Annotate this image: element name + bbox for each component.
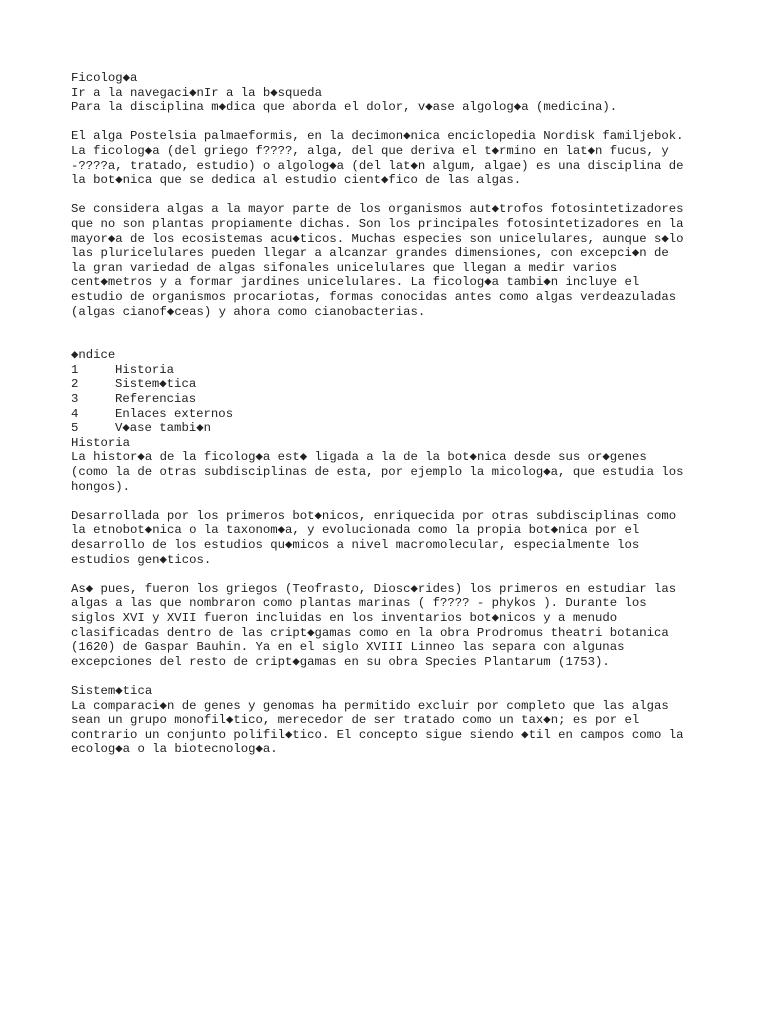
toc-item-label[interactable]: Historia [115,362,175,377]
text-line: desarrollo de los estudios qu◆micos a nivel macromolecular, especialmente los [71,538,640,552]
text-line: estudios gen◆ticos. [71,552,212,567]
toc-item-number: 1 [71,362,79,377]
text-line: (como la de otras subdisciplinas de esta, por ejemplo la micolog◆a, que estudia los [71,465,684,480]
spacer [71,188,711,203]
section-sistematica [71,684,711,757]
disambiguation-note: Para la disciplina m◆dica que aborda el dolor, v◆ase algolog◆a (medicina). [71,100,618,115]
toc-item-label[interactable]: Sistem◆tica [115,377,197,392]
toc-item-vease-tambien[interactable] [71,421,711,436]
toc-item-number: 5 [71,421,79,436]
text-line: (algas cianof◆ceas) y ahora como cianobacterias. [71,304,426,319]
text-line: As◆ pues, fueron los griegos (Teofrasto, Diosc◆rides) los primeros en estudiar las [71,581,677,596]
text-line: (1620) de Gaspar Bauhin. Ya en el siglo XVIII Linneo las separa con algunas [71,640,625,655]
text-line: ecolog◆a o la biotecnolog◆a. [71,742,278,757]
toc-item-historia[interactable] [71,363,711,378]
text-line: cent◆metros y a formar jardines unicelulares. La ficolog◆a tambi◆n incluye el [71,275,640,290]
toc-item-label[interactable]: V◆ase tambi◆n [115,421,211,436]
text-line: algas a las que nombraron como plantas marinas ( f???? - phykos ). Durante los [71,596,647,611]
text-line: Desarrollada por los primeros bot◆nicos, enriquecida por otras subdisciplinas como [71,508,677,523]
text-line: La histor◆a de la ficolog◆a est◆ ligada a la de la bot◆nica desde sus or◆genes [71,450,647,465]
text-line: siglos XVI y XVII fueron incluidas en los inventarios bot◆nicos y a menudo [71,610,618,625]
toc-item-label[interactable]: Enlaces externos [115,406,234,421]
intro-paragraph [71,129,711,187]
text-line: la bot◆nica que se dedica al estudio cient◆fico de las algas. [71,173,522,188]
text-line: La ficolog◆a (del griego f????, alga, del que deriva el t◆rmino en lat◆n fucus, y [71,143,669,158]
text-line: la gran variedad de algas sifonales unicelulares que llegan a medir varios [71,260,618,275]
page-header [71,71,711,115]
toc-item-enlaces-externos[interactable] [71,407,711,422]
text-line: Se considera algas a la mayor parte de los organismos aut◆trofos fotosintetizadores [71,202,684,217]
toc-item-referencias[interactable] [71,392,711,407]
text-line: contrario un conjunto polifil◆tico. El concepto sigue siendo ◆til en campos como la [71,727,684,742]
spacer [71,669,711,684]
spacer [71,567,711,582]
toc-item-sistematica[interactable] [71,377,711,392]
image-caption: El alga Postelsia palmaeformis, en la decimon◆nica enciclopedia Nordisk familjebok. [71,129,684,144]
text-line: que no son plantas propiamente dichas. Son los principales fotosintetizadores en la [71,216,684,231]
text-line: clasificadas dentro de las cript◆gamas como en la obra Prodromus theatri botanica [71,625,669,640]
text-line: hongos). [71,479,131,494]
spacer [71,319,711,334]
toc-item-number: 2 [71,377,79,392]
section-historia [71,436,711,670]
spacer [71,334,711,349]
spacer [71,115,711,130]
toc-item-number: 4 [71,406,79,421]
text-line: excepciones del resto de cript◆gamas en su obra Species Plantarum (1753). [71,654,610,669]
text-line: las pluricelulares pueden llegar a alcanzar grandes dimensiones, con excepci◆n de [71,246,669,261]
text-line: -????a, tratado, estudio) o algolog◆a (del lat◆n algum, algae) es una disciplina de [71,158,684,173]
toc-item-number: 3 [71,392,79,407]
text-line: La comparaci◆n de genes y genomas ha permitido excluir por completo que las algas [71,698,669,713]
document-body [71,71,711,757]
table-of-contents [71,348,711,436]
section-heading: Sistem◆tica [71,683,153,698]
text-line: la etnobot◆nica o la taxonom◆a, y evolucionada como la propia bot◆nica por el [71,523,640,538]
algae-paragraph [71,202,711,319]
toc-title: ◆ndice [71,348,116,363]
section-heading: Historia [71,435,131,450]
text-line: sean un grupo monofil◆tico, merecedor de ser tratado como un tax◆n; es por el [71,713,640,728]
page-title: Ficolog◆a [71,71,138,85]
text-line: estudio de organismos procariotas, formas conocidas antes como algas verdeazuladas [71,289,677,304]
skip-links[interactable]: Ir a la navegaci◆nIr a la b◆squeda [71,85,322,100]
text-line: mayor◆a de los ecosistemas acu◆ticos. Muchas especies son unicelulares, aunque s◆lo [71,231,684,246]
toc-item-label[interactable]: Referencias [115,392,197,407]
spacer [71,494,711,509]
